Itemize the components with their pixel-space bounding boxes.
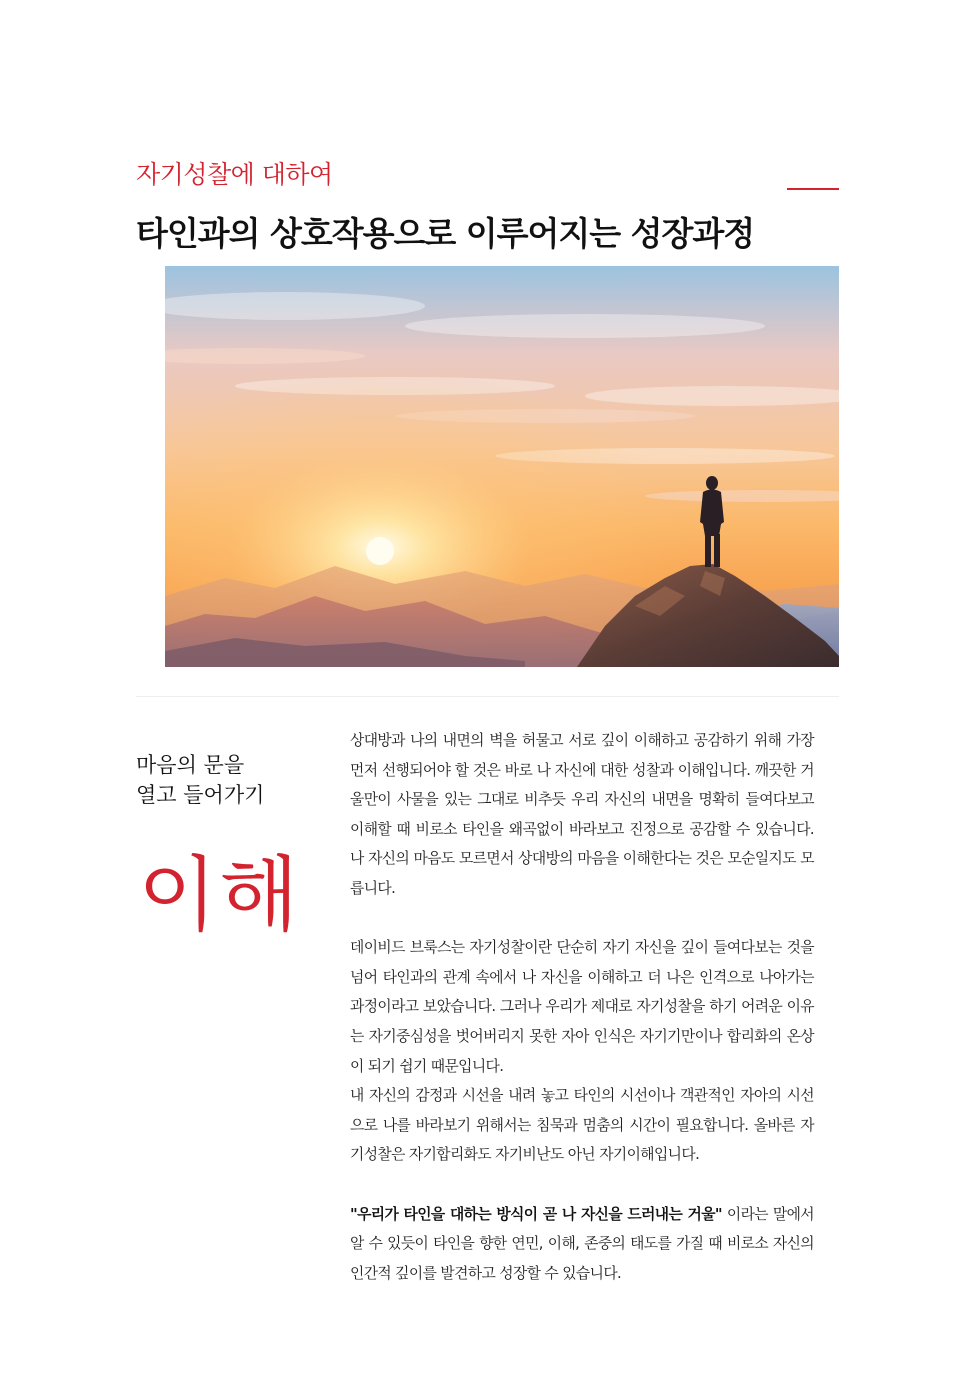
quote-text: "우리가 타인을 대하는 방식이 곧 나 자신을 드러내는 거울" [350,1205,723,1223]
page-title: 타인과의 상호작용으로 이루어지는 성장과정 [136,214,755,253]
side-heading-line1: 마음의 문을 [136,753,245,777]
side-heading [136,750,264,810]
hero-image [165,266,839,667]
paragraph-4 [350,1200,814,1289]
paragraph-gap [350,904,814,934]
paragraph-1: 상대방과 나의 내면의 벽을 허물고 서로 깊이 이해하고 공감하기 위해 가장 먼저 선행되어야 할 것은 바로 나 자신에 대한 성찰과 이해입니다. 깨끗한 거울만이 사물을 있는 그대로 비추듯 우리 자신의 내면을 명확히 들여다보고 이해할 때 비로소 타인을 왜곡없이 바라보고 진정으로 공감할 수 있습니다. 나 자신의 마음도 모르면서 상대방의 마음을 이해한다는 것은 모순일지도 모릅니다. [350,732,814,897]
accent-rule [787,188,839,190]
keyword-display: 이해 [138,848,301,943]
paragraph-3: 내 자신의 감정과 시선을 내려 놓고 타인의 시선이나 객관적인 자아의 시선으로 나를 바라보기 위해서는 침묵과 멈춤의 시간이 필요합니다. 올바른 자기성찰은 자기합리화도 자기비난도 아닌 자기이해입니다. [350,1087,814,1164]
paragraph-4-rest: 이라는 말에서 알 수 있듯이 타인을 향한 연민, 이해, 존중의 태도를 가질 때 비로소 자신의 인간적 깊이를 발견하고 성장할 수 있습니다. [350,1205,814,1282]
section-subtitle: 자기성찰에 대하여 [136,160,333,189]
article-body [350,726,814,1288]
paragraph-gap [350,1170,814,1200]
side-heading-line2: 열고 들어가기 [136,783,265,807]
section-divider [136,696,839,697]
mountain-sunset-photo [165,266,839,667]
paragraph-2: 데이비드 브룩스는 자기성찰이란 단순히 자기 자신을 깊이 들여다보는 것을 넘어 타인과의 관계 속에서 나 자신을 이해하고 더 나은 인격으로 나아가는 과정이라고 보았습니다. 그러나 우리가 제대로 자기성찰을 하기 어려운 이유는 자기중심성을 벗어버리지 못한 자아 인식은 자기기만이나 합리화의 온상이 되기 쉽기 때문입니다. [350,939,814,1075]
